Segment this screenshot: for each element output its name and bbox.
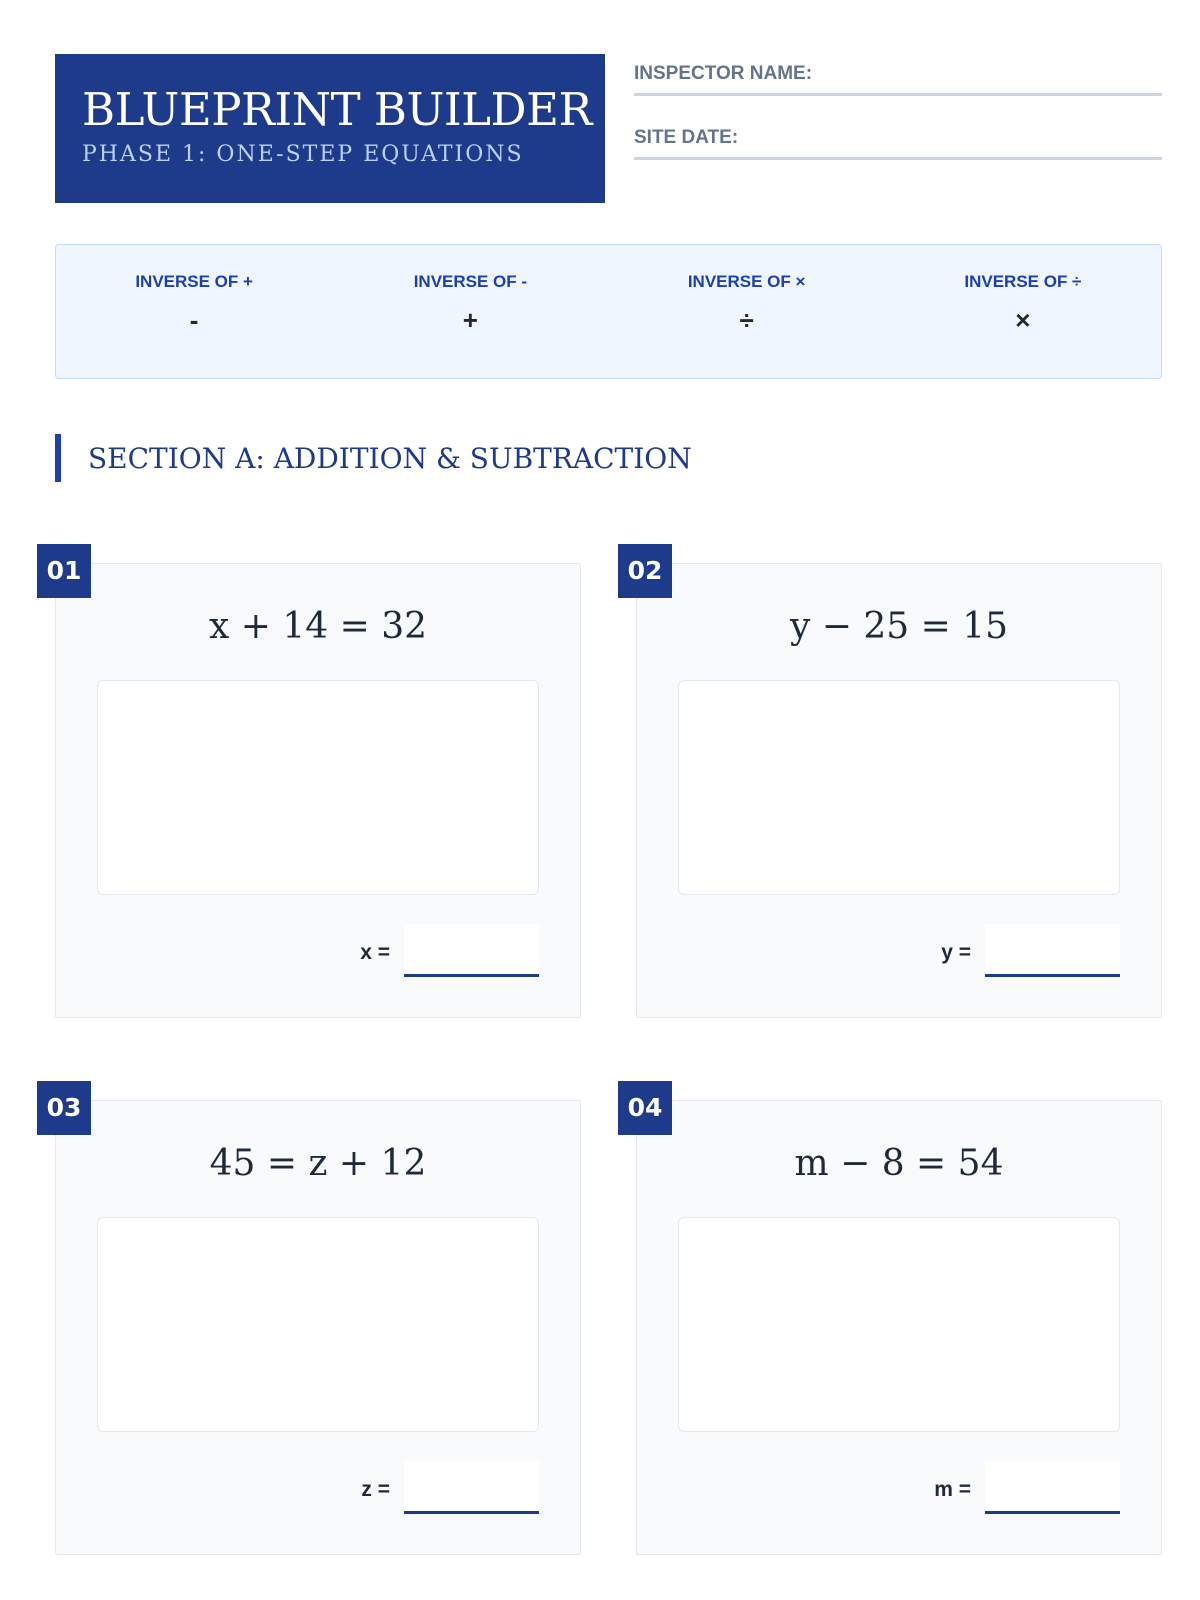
- inverse-label: INVERSE OF ×: [687, 272, 806, 291]
- inverse-label: INVERSE OF +: [135, 272, 253, 291]
- problem-card-04: [627, 1093, 1162, 1555]
- work-area[interactable]: [97, 680, 539, 895]
- answer-row: [941, 924, 1120, 977]
- work-area[interactable]: [97, 1217, 539, 1432]
- problem-card-03: [46, 1093, 581, 1555]
- inverse-item-addition: [56, 245, 332, 378]
- inverse-item-subtraction: [332, 245, 608, 378]
- answer-label: y =: [941, 941, 971, 964]
- inverse-operations-reference: [55, 244, 1162, 379]
- work-area[interactable]: [678, 680, 1120, 895]
- work-area[interactable]: [678, 1217, 1120, 1432]
- worksheet-title-block: [55, 54, 605, 203]
- section-heading: [55, 434, 692, 482]
- answer-blank[interactable]: [985, 924, 1120, 977]
- problem-equation: x + 14 = 32: [208, 606, 428, 647]
- inverse-label: INVERSE OF -: [413, 272, 528, 291]
- answer-label: x =: [360, 941, 390, 964]
- inverse-operation: -: [189, 305, 199, 335]
- inspector-name-field[interactable]: [634, 60, 1162, 96]
- answer-row: [934, 1461, 1120, 1514]
- problem-card-01: [46, 556, 581, 1018]
- inverse-item-division: [885, 245, 1161, 378]
- problem-equation: m − 8 = 54: [794, 1143, 1004, 1184]
- inspector-name-label: INSPECTOR NAME:: [634, 63, 813, 84]
- problem-number-badge: 01: [37, 544, 91, 598]
- answer-blank[interactable]: [404, 924, 539, 977]
- answer-label: m =: [934, 1478, 971, 1501]
- section-title: SECTION A: ADDITION & SUBTRACTION: [88, 441, 692, 475]
- inverse-operation: ×: [1015, 305, 1031, 335]
- site-date-field[interactable]: [634, 124, 1162, 160]
- problem-equation: 45 = z + 12: [209, 1143, 427, 1184]
- answer-blank[interactable]: [404, 1461, 539, 1514]
- inverse-operation: ÷: [739, 305, 754, 335]
- answer-blank[interactable]: [985, 1461, 1120, 1514]
- problem-number-badge: 02: [618, 544, 672, 598]
- answer-label: z =: [361, 1478, 390, 1501]
- problem-card-02: [627, 556, 1162, 1018]
- inverse-item-multiplication: [609, 245, 885, 378]
- inverse-operation: +: [462, 305, 478, 335]
- problem-number-badge: 03: [37, 1081, 91, 1135]
- problem-equation: y − 25 = 15: [789, 606, 1009, 647]
- answer-row: [361, 1461, 539, 1514]
- inverse-label: INVERSE OF ÷: [964, 272, 1082, 291]
- worksheet-title: BLUEPRINT BUILDER: [82, 83, 592, 136]
- answer-row: [360, 924, 539, 977]
- worksheet-subtitle: PHASE 1: ONE-STEP EQUATIONS: [82, 142, 524, 167]
- site-date-label: SITE DATE:: [634, 127, 739, 148]
- problem-number-badge: 04: [618, 1081, 672, 1135]
